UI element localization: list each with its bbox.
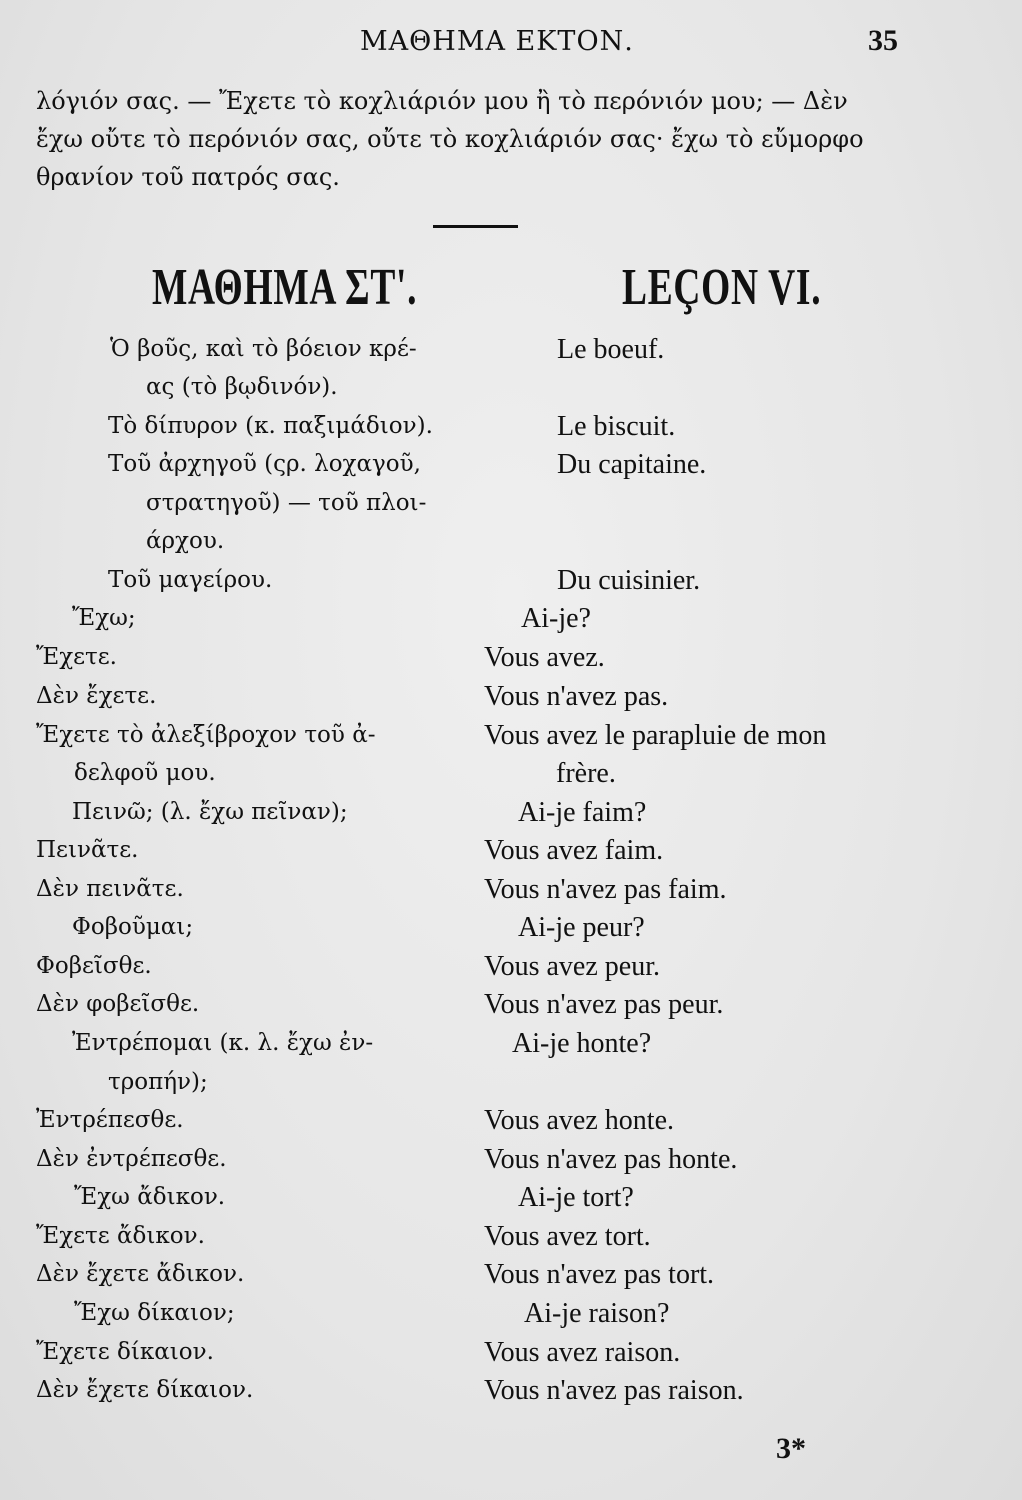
french-line: Vous avez raison. xyxy=(484,1337,681,1368)
greek-line: Ὁ βοῦς, καὶ τὸ βόειον κρέ- xyxy=(110,336,417,362)
greek-line: Τὸ δίπυρον (κ. παξιμάδιον). xyxy=(108,413,433,439)
greek-line: Δὲν φοβεῖσθε. xyxy=(36,991,200,1017)
greek-line: Δὲν ἔχετε. xyxy=(36,683,157,709)
greek-line: Τοῦ μαγείρου. xyxy=(108,567,273,593)
running-title: ΜΑΘΗΜΑ ΕΚΤΟΝ. xyxy=(360,26,634,57)
french-line: Vous n'avez pas. xyxy=(484,681,669,712)
french-line: Vous avez le parapluie de mon xyxy=(484,720,827,751)
greek-line: Ἐντρέπεσθε. xyxy=(36,1107,184,1133)
french-line: Vous n'avez pas honte. xyxy=(484,1144,738,1175)
french-line: Vous avez peur. xyxy=(484,951,660,982)
greek-lesson-heading: ΜΑΘΗΜΑ ΣΤ'. xyxy=(152,259,418,316)
running-header xyxy=(0,22,1022,62)
french-line: Du capitaine. xyxy=(557,449,707,480)
french-line: Ai-je raison? xyxy=(524,1298,670,1329)
french-line: Ai-je peur? xyxy=(518,912,645,943)
french-line: frère. xyxy=(556,758,616,789)
greek-line: Ἔχετε τὸ ἀλεξίβροχον τοῦ ἀ- xyxy=(36,722,376,748)
greek-line: Ἔχετε ἄδικον. xyxy=(36,1223,205,1249)
greek-line: Φοβοῦμαι; xyxy=(72,914,194,940)
french-line: Le biscuit. xyxy=(557,411,676,442)
greek-line: Ἔχω; xyxy=(72,605,136,631)
greek-line: Δὲν πεινᾶτε. xyxy=(36,876,184,902)
greek-line: ας (τὸ βῳδινόν). xyxy=(146,374,338,400)
greek-line: Πεινῶ; (λ. ἔχω πεῖναν); xyxy=(72,799,348,825)
greek-line: τροπήν); xyxy=(108,1069,208,1095)
french-line: Vous n'avez pas peur. xyxy=(484,989,724,1020)
greek-line: Δὲν ἔχετε δίκαιον. xyxy=(36,1377,254,1403)
greek-line: Ἔχετε δίκαιον. xyxy=(36,1339,214,1365)
greek-line: Ἔχω δίκαιον; xyxy=(74,1300,235,1326)
greek-line: Πεινᾶτε. xyxy=(36,837,139,863)
french-line: Ai-je honte? xyxy=(512,1028,652,1059)
greek-line: δελφοῦ μου. xyxy=(74,760,216,786)
greek-line: Ἐντρέπομαι (κ. λ. ἔχω ἐν- xyxy=(72,1030,374,1056)
french-line: Le boeuf. xyxy=(557,334,665,365)
greek-line: άρχου. xyxy=(146,528,225,554)
intro-line: θρανίον τοῦ πατρός σας. xyxy=(36,163,340,191)
french-line: Ai-je tort? xyxy=(518,1182,634,1213)
french-lesson-heading: LEÇON VI. xyxy=(622,259,822,316)
greek-line: στρατηγοῦ) — τοῦ πλοι- xyxy=(146,490,427,516)
french-line: Vous avez faim. xyxy=(484,835,664,866)
greek-line: Ἔχετε. xyxy=(36,644,117,670)
greek-line: Ἔχω ἄδικον. xyxy=(74,1184,226,1210)
french-line: Vous avez. xyxy=(484,642,605,673)
intro-line: λόγιόν σας. — Ἔχετε τὸ κοχλιάριόν μου ἢ τὸ περόνιόν μου; — Δὲν xyxy=(36,87,848,115)
french-line: Vous n'avez pas faim. xyxy=(484,874,727,905)
french-line: Ai-je? xyxy=(521,603,591,634)
greek-line: Δὲν ἐντρέπεσθε. xyxy=(36,1146,227,1172)
french-line: Vous avez tort. xyxy=(484,1221,651,1252)
intro-paragraph xyxy=(36,82,916,196)
french-line: Du cuisinier. xyxy=(557,565,701,596)
french-line: Vous avez honte. xyxy=(484,1105,674,1136)
greek-line: Φοβεῖσθε. xyxy=(36,953,152,979)
section-divider xyxy=(433,225,518,228)
greek-line: Δὲν ἔχετε ἄδικον. xyxy=(36,1261,245,1287)
greek-line: Τοῦ ἀρχηγοῦ (ςρ. λοχαγοῦ, xyxy=(108,451,421,477)
french-line: Ai-je faim? xyxy=(518,797,647,828)
signature-mark: 3* xyxy=(776,1432,806,1465)
french-line: Vous n'avez pas raison. xyxy=(484,1375,744,1406)
intro-line: ἔχω οὔτε τὸ περόνιόν σας, οὔτε τὸ κοχλιάριόν σας· ἔχω τὸ εὔμορφο xyxy=(36,125,864,153)
french-line: Vous n'avez pas tort. xyxy=(484,1259,715,1290)
page-number: 35 xyxy=(868,24,898,57)
